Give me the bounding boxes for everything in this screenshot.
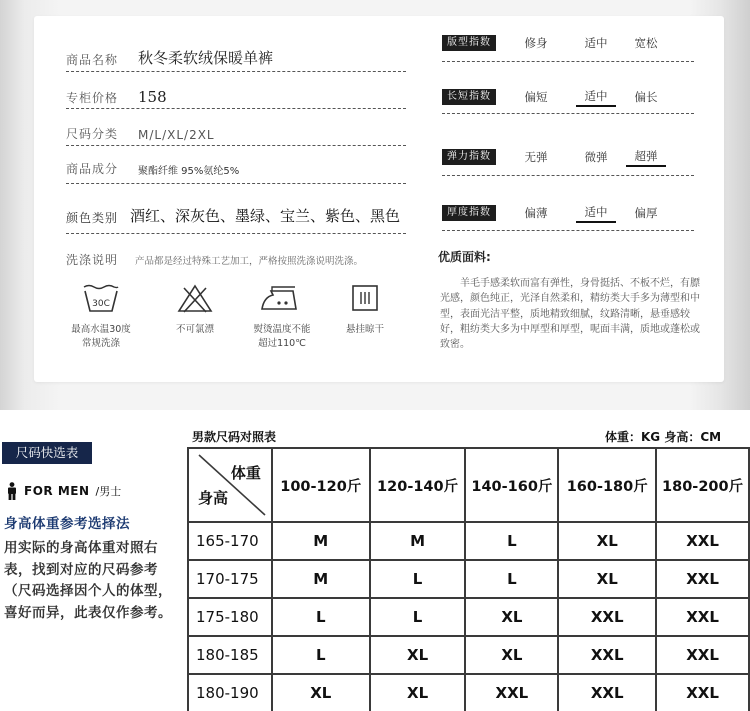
corner-height-label: 身高 (198, 489, 229, 507)
size-guide-tag: 尺码快选表 (2, 442, 92, 464)
price-label: 专柜价格 (66, 91, 119, 105)
care-item-wash (56, 283, 146, 351)
table-corner-cell (188, 448, 272, 522)
corner-diagonal (189, 449, 271, 521)
size-cell: L (465, 560, 558, 598)
index-option: 微弹 (584, 150, 608, 164)
divider (66, 71, 406, 72)
index-option: 无弹 (524, 150, 548, 164)
index-row-length (442, 88, 694, 106)
size-cell: XXL (656, 598, 749, 636)
size-cell: XL (272, 674, 370, 711)
index-option-selected: 适中 (576, 88, 616, 107)
divider (66, 108, 406, 109)
divider (442, 61, 694, 62)
quality-text: 羊毛手感柔软而富有弹性，身骨挺括、不板不烂，有膘光感，颜色纯正，光泽自然柔和，精纺类大手多为薄型和中型，表面光洁平整，质地精致细腻，纹路清晰，悬垂感较好，粗纺类大多为中厚型和厚型，呢面丰满，质地或蓬松或致密。 (440, 278, 700, 351)
index-option: 宽松 (634, 36, 658, 50)
wash-30-icon (81, 283, 121, 313)
size-cell: L (370, 598, 466, 636)
name-row (66, 44, 273, 68)
index-option: 修身 (524, 36, 548, 50)
table-row (188, 674, 749, 711)
table-row (188, 598, 749, 636)
wash-label: 洗涤说明 (66, 253, 119, 267)
size-cell: XL (465, 636, 558, 674)
fabric-label: 商品成分 (66, 162, 119, 176)
divider (442, 175, 694, 176)
for-men-text: FOR MEN (24, 484, 90, 498)
size-cell: XXL (558, 598, 656, 636)
index-option: 偏厚 (634, 206, 658, 220)
corner-weight-label: 体重 (230, 464, 261, 482)
size-row (66, 118, 215, 142)
iron-icon (259, 283, 305, 313)
index-tag: 长短指数 (442, 89, 496, 105)
care-label: 最高水温30度 常规洗涤 (71, 324, 131, 349)
color-label: 颜色类别 (66, 211, 119, 225)
size-cell: XXL (465, 674, 558, 711)
size-cell: XXL (656, 674, 749, 711)
height-cell: 175-180 (188, 598, 272, 636)
height-cell: 180-190 (188, 674, 272, 711)
weight-header: 100-120斤 (272, 448, 370, 522)
index-tag: 厚度指数 (442, 205, 496, 221)
care-item-iron (237, 283, 327, 351)
index-option: 偏长 (634, 90, 658, 104)
care-item-dry (320, 283, 410, 337)
size-label: 尺码分类 (66, 127, 119, 141)
hang-dry-icon (345, 283, 385, 313)
size-cell: XL (558, 522, 656, 560)
table-row (188, 560, 749, 598)
size-cell: XXL (558, 674, 656, 711)
price-value: 158 (138, 88, 167, 106)
height-cell: 180-185 (188, 636, 272, 674)
height-cell: 165-170 (188, 522, 272, 560)
table-row (188, 636, 749, 674)
size-cell: L (272, 636, 370, 674)
color-value: 酒红、深灰色、墨绿、宝兰、紫色、黑色 (130, 207, 401, 225)
wash-temp-text: 30C (92, 299, 110, 309)
man-icon (6, 482, 18, 500)
size-cell: XXL (656, 636, 749, 674)
weight-header: 180-200斤 (656, 448, 749, 522)
wash-note: 产品都是经过特殊工艺加工，严格按照洗涤说明洗涤。 (135, 256, 364, 267)
index-tag: 版型指数 (442, 35, 496, 51)
size-cell: XXL (656, 522, 749, 560)
size-table-title: 男款尺码对照表 (192, 430, 277, 444)
weight-header: 140-160斤 (465, 448, 558, 522)
name-value: 秋冬柔软绒保暖单裤 (138, 49, 274, 67)
fabric-value: 聚酯纤维 95%氨纶5% (138, 166, 240, 177)
index-option: 偏薄 (524, 206, 548, 220)
divider (66, 183, 406, 184)
quality-title: 优质面料: (438, 250, 491, 264)
for-men-sub: /男士 (95, 485, 122, 498)
index-option-selected: 适中 (576, 204, 616, 223)
index-option: 偏短 (524, 90, 548, 104)
index-tag: 弹力指数 (442, 149, 496, 165)
size-cell: L (465, 522, 558, 560)
selection-method-desc: 用实际的身高体重对照右表，找到对应的尺码参考（尺码选择因个人的体型，喜好而异，此表仅作参考。 (4, 540, 172, 621)
index-row-fit (442, 34, 694, 52)
size-cell: M (272, 522, 370, 560)
index-row-thickness (442, 204, 694, 222)
size-cell: XL (465, 598, 558, 636)
care-label: 不可氯漂 (175, 324, 214, 335)
index-option: 适中 (584, 36, 608, 50)
index-row-stretch (442, 148, 694, 166)
size-cell: XL (558, 560, 656, 598)
size-cell: L (272, 598, 370, 636)
care-item-bleach (150, 283, 240, 337)
name-label: 商品名称 (66, 53, 119, 67)
color-row (66, 202, 400, 226)
no-bleach-icon (175, 283, 215, 313)
size-cell: XXL (558, 636, 656, 674)
fabric-row (66, 153, 239, 177)
table-row (188, 522, 749, 560)
divider (66, 233, 406, 234)
price-row (66, 82, 167, 106)
size-cell: XXL (656, 560, 749, 598)
care-label: 悬挂晾干 (345, 324, 384, 335)
divider (442, 230, 694, 231)
height-cell: 170-175 (188, 560, 272, 598)
size-cell: XL (370, 674, 466, 711)
size-cell: XL (370, 636, 466, 674)
care-label: 熨烫温度不能 超过110℃ (253, 324, 311, 349)
size-value: M/L/XL/2XL (138, 128, 215, 142)
for-men-label (6, 482, 121, 500)
divider (66, 145, 406, 146)
size-table-units: 体重：KG 身高：CM (605, 430, 722, 444)
divider (442, 113, 694, 114)
weight-header: 160-180斤 (558, 448, 656, 522)
table-header-row (188, 448, 749, 522)
selection-method-title: 身高体重参考选择法 (4, 516, 130, 532)
size-table (187, 447, 750, 711)
size-cell: L (370, 560, 466, 598)
index-option-selected: 超弹 (626, 148, 666, 167)
weight-header: 120-140斤 (370, 448, 466, 522)
size-cell: M (272, 560, 370, 598)
size-cell: M (370, 522, 466, 560)
